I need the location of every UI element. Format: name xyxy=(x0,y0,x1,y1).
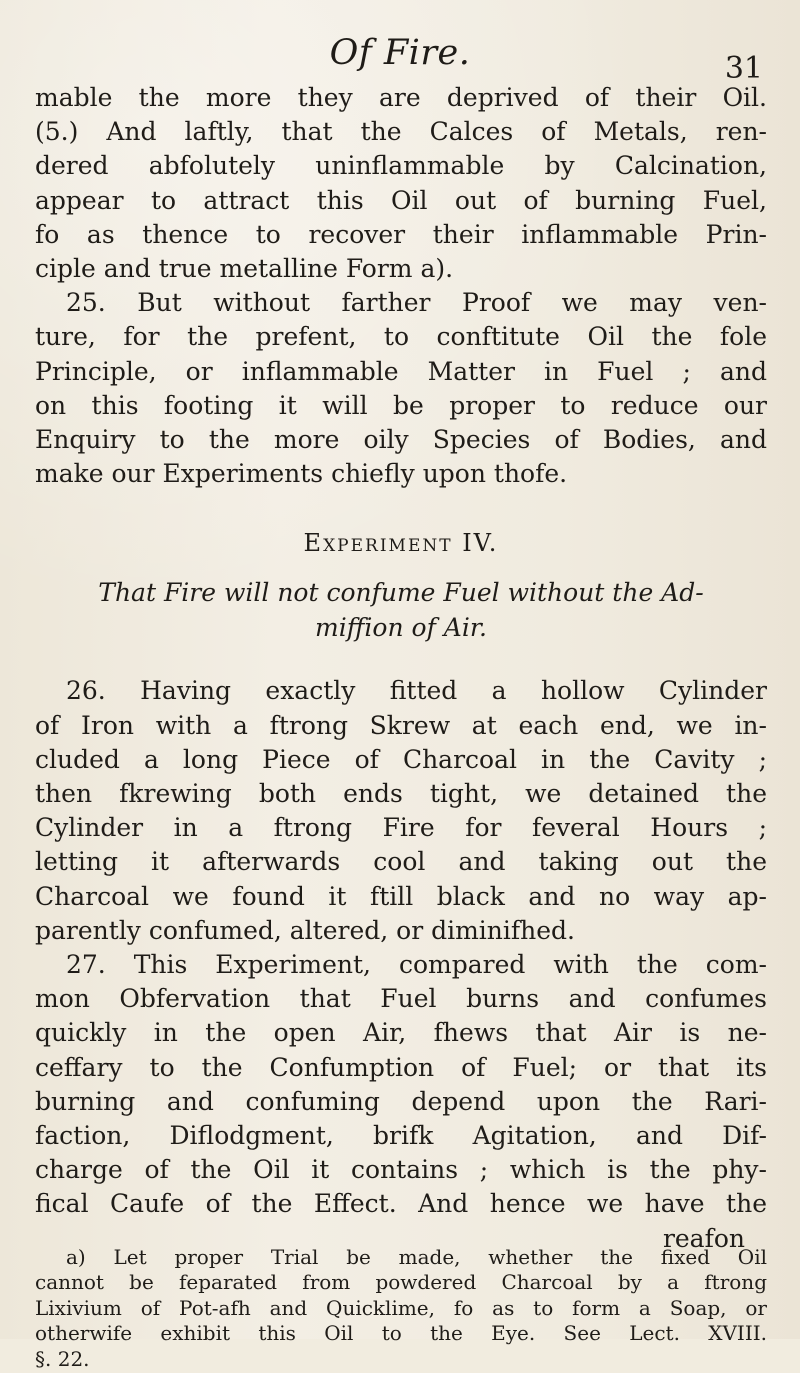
opening-paragraph xyxy=(35,81,767,491)
text-line: on this footing it will be proper to reduce our xyxy=(35,390,767,420)
footnote-line: a) Let proper Trial be made, whether the fixed Oil xyxy=(66,1244,767,1269)
page-body xyxy=(35,81,767,1373)
paragraph-27-start: 27. This Experiment, compared with the com- xyxy=(66,950,767,980)
experiment-title-line-2: miffion of Air. xyxy=(315,613,487,643)
text-line: faction, Diflodgment, brifk Agitation, and Dif- xyxy=(35,1121,767,1151)
paragraph-26-start: 26. Having exactly fitted a hollow Cylinder xyxy=(66,676,767,706)
text-line: letting it afterwards cool and taking out the xyxy=(35,847,767,877)
text-line: mon Obfervation that Fuel burns and confumes xyxy=(35,984,767,1014)
text-line: dered abfolutely uninflammable by Calcination, xyxy=(35,151,767,181)
experiment-heading: Experiment IV. xyxy=(303,529,499,558)
text-line: (5.) And laftly, that the Calces of Metals, ren- xyxy=(35,117,767,147)
text-line: Principle, or inflammable Matter in Fuel ; and xyxy=(35,356,767,386)
text-line: appear to attract this Oil out of burning Fuel, xyxy=(35,185,767,215)
text-line: burning and confuming depend upon the Rari- xyxy=(35,1086,767,1116)
catchword: reafon xyxy=(662,1224,745,1253)
text-line: mable the more they are deprived of their Oil. xyxy=(35,83,767,112)
text-line: Cylinder in a ftrong Fire for feveral Hours ; xyxy=(35,813,767,843)
text-line: fo as thence to recover their inflammable Prin- xyxy=(35,219,767,249)
footnote-line: Lixivium of Pot-afh and Quicklime, fo as to form a Soap, or xyxy=(35,1295,767,1320)
experiment-title-line-1: That Fire will not confume Fuel without the Ad- xyxy=(98,578,704,608)
text-line: fical Caufe of the Effect. And hence we have the xyxy=(35,1189,767,1219)
footnote xyxy=(35,1245,767,1373)
paragraph-25-start: 25. But without farther Proof we may ven- xyxy=(66,288,767,318)
text-line: then fkrewing both ends tight, we detained the xyxy=(35,779,767,809)
page-number: 31 xyxy=(724,51,763,86)
text-line: charge of the Oil it contains ; which is the phy- xyxy=(35,1155,767,1185)
text-line: parently confumed, altered, or diminifhed. xyxy=(35,915,576,945)
footnote-line: otherwife exhibit this Oil to the Eye. See Lect. XVIII. xyxy=(35,1321,767,1346)
text-line: ture, for the prefent, to conftitute Oil the fole xyxy=(35,322,767,352)
text-line: of Iron with a ftrong Skrew at each end, we in- xyxy=(35,710,767,740)
text-line: Charcoal we found it ftill black and no way ap- xyxy=(35,881,767,911)
text-line: cluded a long Piece of Charcoal in the Cavity ; xyxy=(35,744,767,774)
text-line: make our Experiments chiefly upon thofe. xyxy=(35,459,568,489)
running-head: Of Fire. xyxy=(329,33,471,73)
text-line: quickly in the open Air, fhews that Air is ne- xyxy=(35,1018,767,1048)
text-line: ciple and true metalline Form a). xyxy=(35,254,454,284)
text-line: Enquiry to the more oily Species of Bodies, and xyxy=(35,425,767,455)
footnote-line: §. 22. xyxy=(35,1347,90,1372)
footnote-line: cannot be feparated from powdered Charcoal by a ftrong xyxy=(35,1270,767,1295)
text-line: ceffary to the Confumption of Fuel; or that its xyxy=(35,1052,767,1082)
experiment-paragraphs xyxy=(35,674,767,1221)
